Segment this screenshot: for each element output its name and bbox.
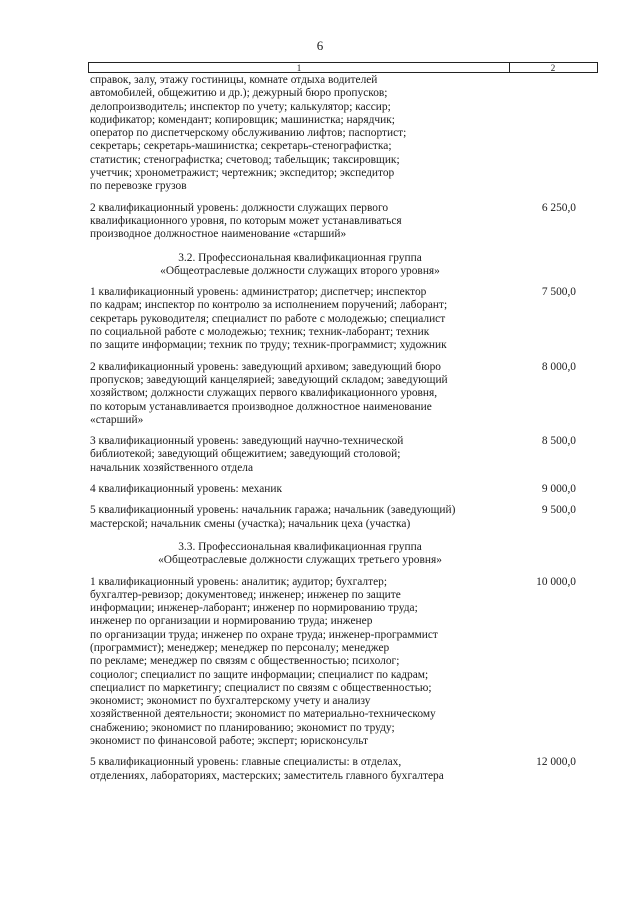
salary-value: 9 000,0 [541,483,576,496]
page-number: 6 [316,38,324,53]
salary-value: 9 500,0 [541,504,576,517]
block-spacer [90,427,600,435]
description-line: автомобилей, общежитию и др.); дежурный бюро пропусков; [90,87,388,100]
table-header-col1: 1 [89,63,510,72]
table-row [90,483,600,496]
description-line: библиотекой; заведующий общежитием; заведующий столовой; [90,448,401,461]
block-spacer [90,496,600,504]
description-line: экономист; экономист по бухгалтерскому учету и анализу [90,695,371,708]
section-title [90,541,510,568]
qualification-level-description [90,202,498,242]
block-spacer [90,194,600,202]
description-line: по которым устанавливается производное должностное наименование [90,400,432,413]
salary-value: 8 000,0 [541,360,576,373]
section-title-line: 3.2. Профессиональная квалификационная группа [178,251,422,264]
salary-value: 8 500,0 [541,435,576,448]
section-title-line: 3.3. Профессиональная квалификационная группа [178,540,422,553]
description-line: пропусков; заведующий канцелярией; заведующий складом; заведующий [90,373,448,386]
description-line: снабжению; экономист по планированию; экономист по труду; [90,721,395,734]
description-line: 1 квалификационный уровень: администратор; диспетчер; инспектор [90,286,427,299]
description-line: статистик; стенографистка; счетовод; табельщик; таксировщик; [90,153,400,166]
description-line: производное должностное наименование «старший» [90,228,347,241]
block-spacer [90,353,600,361]
table-row [90,202,600,242]
qualification-level-description [90,361,498,427]
description-line: 5 квалификационный уровень: начальник гаража; начальник (заведующий) [90,504,456,517]
description-line: по рекламе; менеджер по связям с общественностью; психолог; [90,655,400,668]
document-body [90,74,600,783]
description-line: отделениях, лабораториях, мастерских; заместитель главного бухгалтера [90,769,444,782]
salary-value: 10 000,0 [536,575,576,588]
description-line: 2 квалификационный уровень: заведующий архивом; заведующий бюро [90,360,441,373]
table-row [90,74,600,194]
qualification-level-description [90,504,498,531]
table-header-row [88,62,598,73]
description-line: 1 квалификационный уровень: аналитик; аудитор; бухгалтер; [90,575,388,588]
description-line: секретарь руководителя; специалист по работе с молодежью; специалист [90,312,446,325]
block-spacer [90,748,600,756]
section-title-line: «Общеотраслевые должности служащих третьего уровня» [158,554,442,567]
description-line: делопроизводитель; инспектор по учету; калькулятор; кассир; [90,100,391,113]
table-row [90,756,600,783]
description-line: экономист по финансовой работе; эксперт; юрисконсульт [90,735,368,748]
description-line: хозяйственной деятельности; экономист по материально-техническому [90,708,436,721]
description-line: по кадрам; инспектор по контролю за исполнением поручений; лаборант; [90,299,448,312]
qualification-level-description [90,286,498,352]
salary-value: 12 000,0 [536,756,576,769]
block-spacer [90,531,600,539]
description-line: хозяйством; должности служащих первого квалификационного уровня, [90,387,438,400]
description-line: социолог; специалист по защите информации; специалист по кадрам; [90,668,429,681]
qualification-level-description [90,756,498,783]
qualification-level-description [90,576,498,749]
block-spacer [90,475,600,483]
qualification-level-description [90,74,498,194]
section-title [90,252,510,279]
description-line: оператор по диспетчерскому обслуживанию лифтов; паспортист; [90,127,407,140]
description-line: (программист); менеджер; менеджер по персоналу; менеджер [90,641,390,654]
table-row [90,576,600,749]
block-spacer [90,568,600,576]
description-line: секретарь; секретарь-машинистка; секретарь-стенографистка; [90,140,392,153]
salary-value: 7 500,0 [541,286,576,299]
description-line: бухгалтер-ревизор; документовед; инженер; инженер по защите [90,588,401,601]
block-spacer [90,278,600,286]
table-row [90,435,600,475]
description-line: специалист по маркетингу; специалист по связям с общественностью; [90,681,432,694]
description-line: справок, залу, этажу гостиницы, комнате отдыха водителей [90,74,378,86]
table-row [90,361,600,427]
block-spacer [90,242,600,250]
description-line: кодификатор; комендант; копировщик; машинистка; нарядчик; [90,113,395,126]
description-line: информации; инженер-лаборант; инженер по нормированию труда; [90,602,418,615]
description-line: 3 квалификационный уровень: заведующий научно-технической [90,435,404,448]
description-line: 2 квалификационный уровень: должности служащих первого [90,201,389,214]
table-header-col2: 2 [550,63,556,73]
qualification-level-description [90,435,498,475]
description-line: начальник хозяйственного отдела [90,461,254,474]
salary-value: 6 250,0 [541,201,576,214]
description-line: мастерской; начальник смены (участка); начальник цеха (участка) [90,517,411,530]
description-line: по организации труда; инженер по охране труда; инженер-программист [90,628,438,641]
qualification-level-description [90,483,498,496]
description-line: учетчик; хронометражист; чертежник; экспедитор; экспедитор [90,167,395,180]
table-row [90,504,600,531]
description-line: 4 квалификационный уровень: механик [90,483,283,496]
description-line: по социальной работе с молодежью; техник; техник-лаборант; техник [90,326,430,339]
section-title-line: «Общеотраслевые должности служащих второго уровня» [160,264,440,277]
description-line: «старший» [90,413,144,426]
description-line: 5 квалификационный уровень: главные специалисты: в отделах, [90,756,402,769]
description-line: квалификационного уровня, по которым может устанавливаться [90,214,402,227]
table-row [90,286,600,352]
description-line: инженер по организации и нормированию труда; инженер [90,615,373,628]
description-line: по защите информации; техник по труду; техник-программист; художник [90,339,447,352]
description-line: по перевозке грузов [90,180,187,193]
